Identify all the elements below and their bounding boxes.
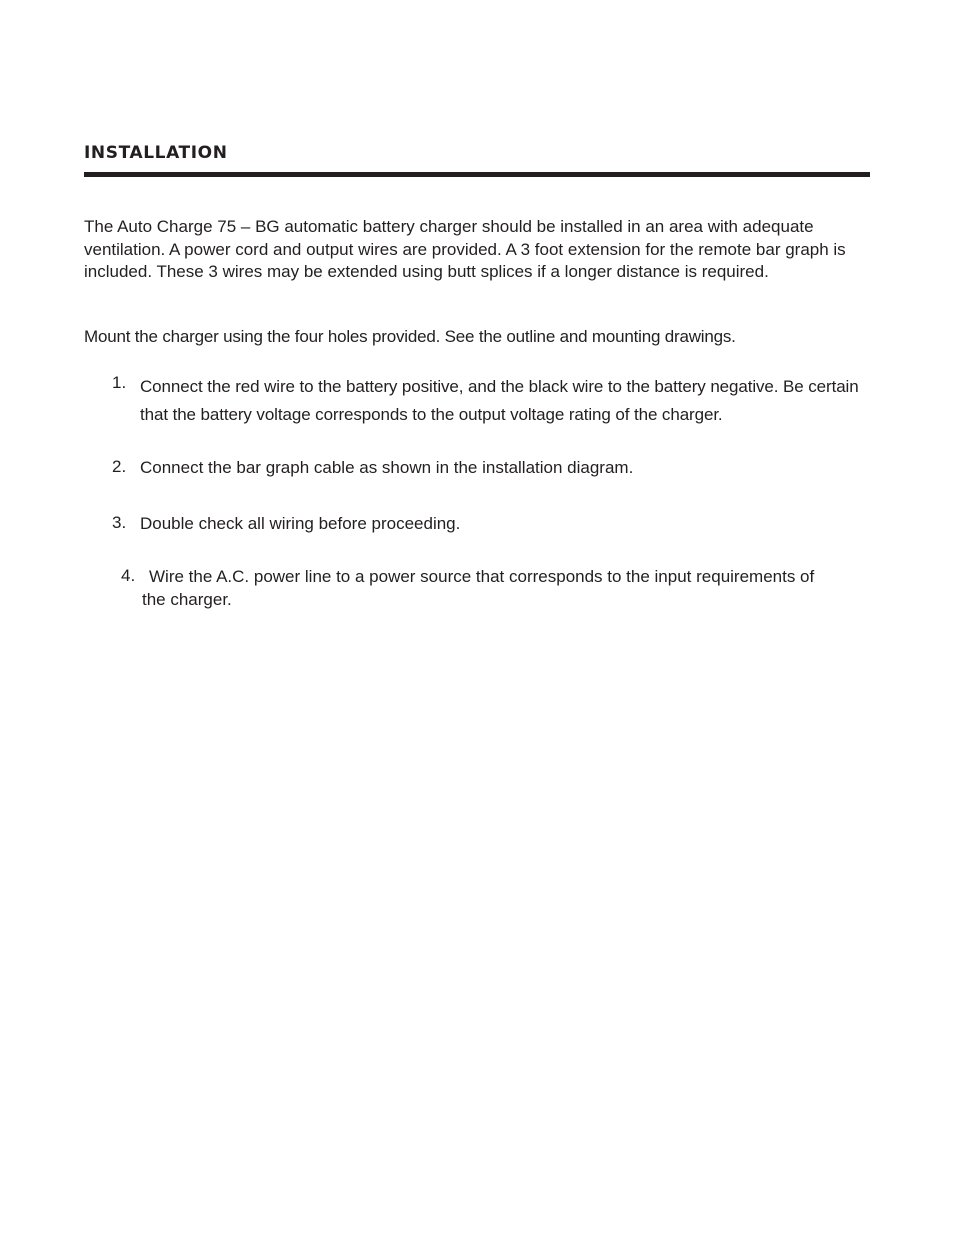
mounting-paragraph: Mount the charger using the four holes provided. See the outline and mounting drawings. (84, 327, 736, 346)
step-number: 2. (112, 457, 127, 476)
heading-rule (84, 172, 870, 177)
step-text-line: the charger. (142, 589, 232, 609)
step-text-line: Wire the A.C. power line to a power source that corresponds to the input requirements of (149, 567, 815, 586)
section-heading: INSTALLATION (84, 143, 228, 163)
step-number: 3. (112, 513, 127, 532)
step-number: 4. (121, 566, 136, 585)
intro-paragraph: The Auto Charge 75 – BG automatic battery charger should be installed in an area with adequate ventilation. A power cord and output wires are provided. A 3 foot extension for the remote bar graph is included. These 3 wires may be extended using butt splices if a longer distance is required. (84, 217, 846, 281)
step-text (142, 566, 879, 611)
step-text: Connect the red wire to the battery positive, and the black wire to the battery negative. Be certain that the battery voltage corresponds to the output voltage rating of the charger. (140, 377, 859, 424)
step-number: 1. (112, 373, 127, 392)
step-text: Double check all wiring before proceeding. (140, 514, 461, 533)
step-text: Connect the bar graph cable as shown in the installation diagram. (140, 458, 634, 477)
